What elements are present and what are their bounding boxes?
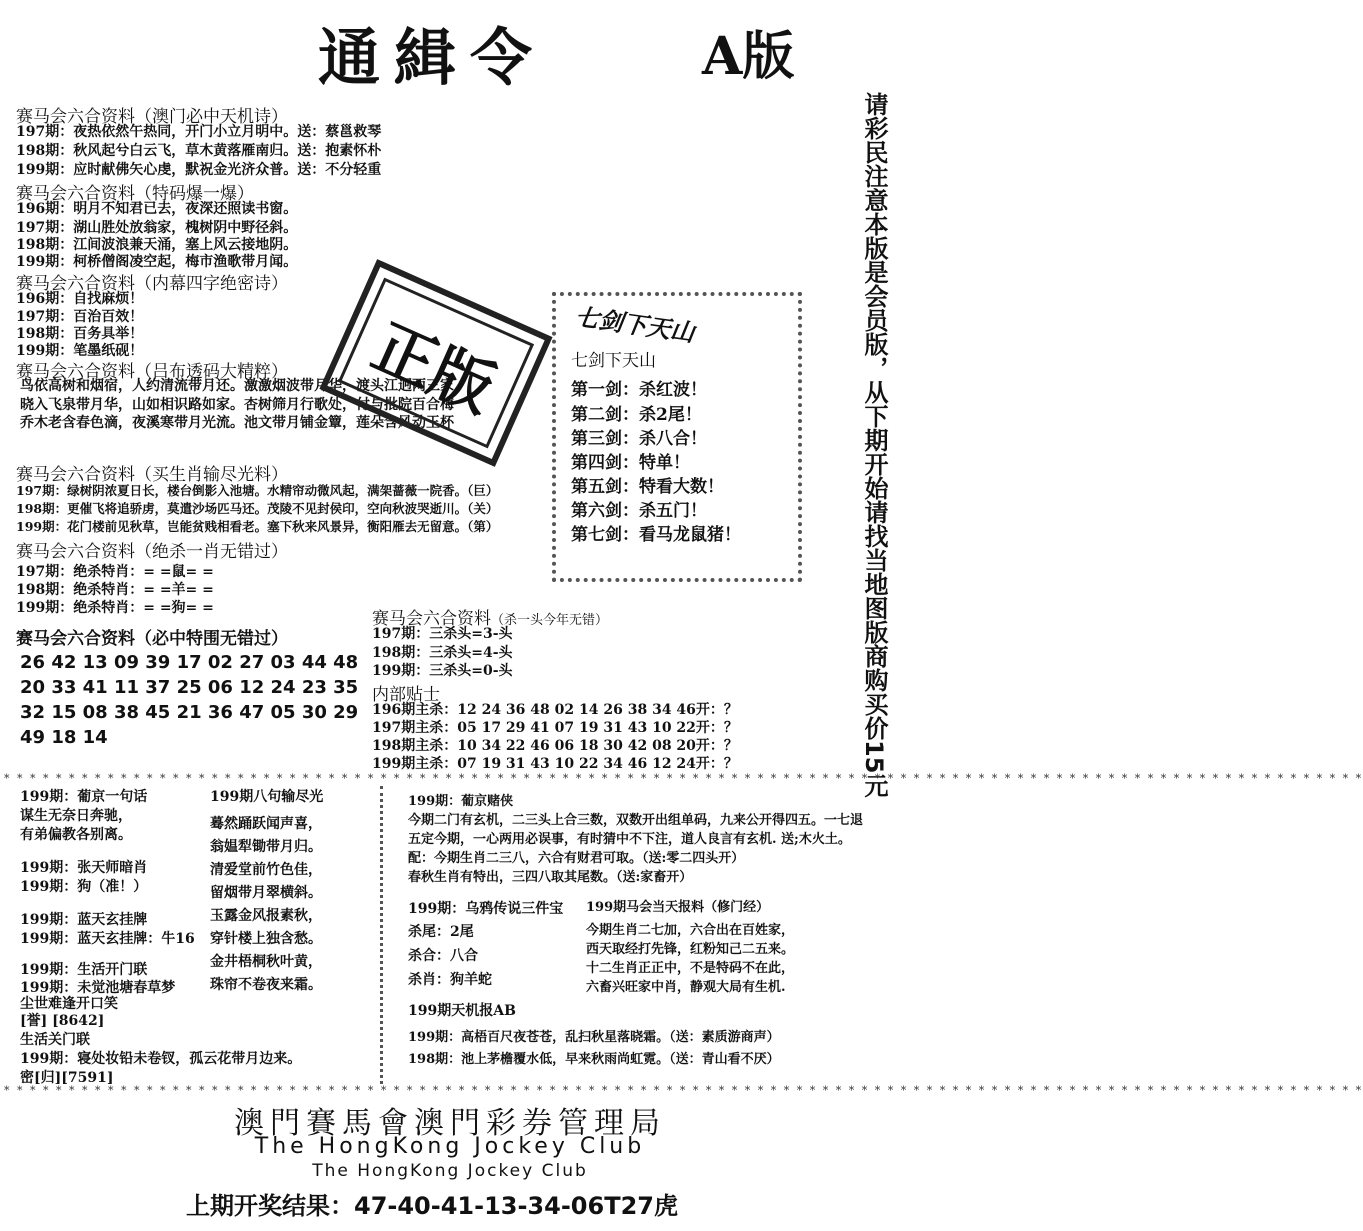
line: [誉] [8642] bbox=[20, 1013, 105, 1029]
section-title-insider-tips: 内部贴士 bbox=[372, 685, 440, 705]
line: 199期马会当天报料（修门经） bbox=[586, 900, 770, 915]
line: 198期主杀：10 34 22 46 06 18 30 42 08 20开：？ bbox=[372, 738, 738, 754]
bottom-right-block-3 bbox=[586, 898, 886, 997]
line: 199期：葡京一句话 bbox=[20, 789, 148, 805]
bottom-right-block-1 bbox=[408, 792, 888, 887]
bottom-right-block-4 bbox=[408, 1002, 888, 1071]
line: 199期：葡京赌侠 bbox=[408, 794, 514, 809]
line: 199期八句输尽光 bbox=[210, 789, 324, 805]
line: 密[归][7591] bbox=[20, 1070, 114, 1086]
number-row: 26 42 13 09 39 17 02 27 03 44 48 bbox=[20, 652, 359, 673]
line: 199期：高梧百尺夜苍苍，乱扫秋星落晓霜。（送：素质游商声） bbox=[408, 1030, 780, 1045]
section-title-zodiac-lose: 赛马会六合资料（买生肖输尽光料） bbox=[16, 465, 288, 485]
line: 199期：乌鸦传说三件宝 bbox=[408, 901, 564, 917]
line: 199期主杀：07 19 31 43 10 22 34 46 12 24开：？ bbox=[372, 756, 738, 772]
line: 有弟偏教各别离。 bbox=[20, 827, 132, 843]
star-divider: * * * * * * * * * * * * * * * * * * * * * * * * * * * * * * * * * * * * * * * * * * * * * * * * * * * * * * * * * * * * * * * * * * * * * * * * * * * * * * * * * * * * * * * * * * * * * * * * * * * * * * * * * bbox=[4, 772, 1363, 785]
line: 199期：狗（准！） bbox=[20, 879, 148, 895]
organization-name: 澳門賽馬會澳門彩券管理局 bbox=[234, 1106, 666, 1141]
line: 留烟带月翠横斜。 bbox=[210, 885, 322, 901]
star-divider: * * * * * * * * * * * * * * * * * * * * * * * * * * * * * * * * * * * * * * * * * * * * * * * * * * * * * * * * * * * * * * * * * * * * * * * * * * * * * * * * * * * * * * * * * * * * * * * * * * * * * * * * * bbox=[4, 1084, 1363, 1097]
line: 198期：三杀头=4-头 bbox=[372, 645, 513, 661]
section-title-special-range: 赛马会六合资料（必中特围无错过） bbox=[16, 629, 288, 649]
bottom-mid-column bbox=[210, 788, 370, 997]
line: 196期：明月不知君已去，夜深还照读书窗。 bbox=[16, 201, 298, 217]
line: 199期：三杀头=0-头 bbox=[372, 663, 513, 679]
line: 198期：百务具举！ bbox=[16, 326, 144, 342]
line: 199期：未觉池塘春草梦 bbox=[20, 980, 176, 996]
sword-item: 第三剑：杀八合！ bbox=[571, 429, 707, 449]
line: 谋生无奈日奔驰， bbox=[20, 808, 132, 824]
line: 西天取经打先锋，红粉知己二五来。 bbox=[586, 942, 795, 957]
number-row: 20 33 41 11 37 25 06 12 24 23 35 bbox=[20, 677, 359, 698]
line: 今期生肖二七加，六合出在百姓家， bbox=[586, 923, 795, 938]
number-grid bbox=[20, 650, 358, 750]
line: 鸟依高树和烟宿，人约清流带月还。激激烟波带月华，渡头江迥两三家 bbox=[20, 378, 454, 394]
line: 今期二门有玄机，二三头上合三数，双数开出组单码，九来公开得四五。一七退 bbox=[408, 813, 864, 828]
line: 196期主杀：12 24 36 48 02 14 26 38 34 46开：？ bbox=[372, 702, 738, 718]
bottom-right-block-2 bbox=[408, 898, 578, 992]
section-title-main: 赛马会六合资料 bbox=[372, 609, 491, 629]
section-title-four-char-poem: 赛马会六合资料（内幕四字绝密诗） bbox=[16, 274, 288, 294]
english-name-small: The HongKong Jockey Club bbox=[312, 1161, 588, 1181]
english-name: The HongKong Jockey Club bbox=[254, 1134, 646, 1159]
stamp-text: 正版 bbox=[338, 278, 534, 449]
line: 197期：湖山胜处放翁家，槐树阴中野径斜。 bbox=[16, 220, 298, 236]
sword-item: 第七剑：看马龙鼠猪！ bbox=[571, 525, 741, 545]
line: 199期：柯桥僧阁凌空起，梅市渔歌带月闻。 bbox=[16, 254, 298, 270]
line: 杀合：八合 bbox=[408, 948, 478, 964]
line: 197期主杀：05 17 29 41 07 19 31 43 10 22开：？ bbox=[372, 720, 738, 736]
seven-swords-subtitle: 七剑下天山 bbox=[571, 351, 656, 371]
line: 199期：绝杀特肖：= =狗= = bbox=[16, 600, 214, 616]
line: 翁媪犁锄带月归。 bbox=[210, 839, 322, 855]
line: 杀尾：2尾 bbox=[408, 924, 474, 940]
section-title-kill-one-zodiac: 赛马会六合资料（绝杀一肖无错过） bbox=[16, 542, 288, 562]
line: 197期：绿树阴浓夏日长，楼台倒影入池塘。水精帘动微风起，满架蔷薇一院香。（巨） bbox=[16, 483, 499, 498]
line: 199期天机报AB bbox=[408, 1003, 516, 1019]
line: 198期：绝杀特肖：= =羊= = bbox=[16, 582, 214, 598]
line: 五定今期，一心两用必误事，有时猜中不下注，道人良言有玄机. 送;木火土。 bbox=[408, 832, 851, 847]
line: 197期：夜热依然午热同，开门小立月明中。送：蔡邕救琴 bbox=[16, 124, 382, 140]
sword-item: 第五剑：特看大数！ bbox=[571, 477, 724, 497]
vertical-notice: 请彩民注意本版是会员版，从下期开始请找当地图版商购买价15元 bbox=[860, 92, 888, 798]
line: 穿针楼上独含愁。 bbox=[210, 931, 322, 947]
line: 199期：寝处妆铅未卷钗，孤云花带月边来。 bbox=[20, 1051, 302, 1067]
edition-label: A版 bbox=[702, 26, 795, 87]
sword-item: 第一剑：杀红波！ bbox=[571, 380, 707, 400]
line: 金井梧桐秋叶黄， bbox=[210, 954, 322, 970]
number-row: 32 15 08 38 45 21 36 47 05 30 29 bbox=[20, 702, 359, 723]
line: 198期：秋风起兮白云飞，草木黄落雁南归。送：抱素怀朴 bbox=[16, 143, 382, 159]
sword-item: 第六剑：杀五门！ bbox=[571, 501, 707, 521]
line: 197期：绝杀特肖：= =鼠= = bbox=[16, 564, 214, 580]
number-row: 49 18 14 bbox=[20, 727, 108, 748]
vertical-divider bbox=[380, 786, 389, 1084]
line: 晓入飞泉带月华，山如相识路如家。杏树筛月行歌处，付与批院百合梅 bbox=[20, 397, 454, 413]
line: 春秋生肖有特出，三四八取其尾数。（送:家畜开） bbox=[408, 870, 693, 885]
line: 珠帘不卷夜来霜。 bbox=[210, 977, 322, 993]
seven-swords-title: 七剑下天山 bbox=[573, 301, 697, 348]
line: 197期：百治百效！ bbox=[16, 309, 144, 325]
line: 玉露金风报素秋， bbox=[210, 908, 322, 924]
line: 清爱堂前竹色佳， bbox=[210, 862, 322, 878]
line: 杀肖：狗羊蛇 bbox=[408, 972, 492, 988]
sword-item: 第二剑：杀2尾！ bbox=[571, 405, 702, 425]
section-title-macau-poem: 赛马会六合资料（澳门必中天机诗） bbox=[16, 107, 288, 127]
line: 199期：张天师暗肖 bbox=[20, 860, 148, 876]
last-result: 上期开奖结果：47-40-41-13-34-06T27虎 bbox=[186, 1192, 678, 1220]
line: 六畜兴旺家中肖，静观大局有生机. bbox=[586, 980, 786, 995]
line: 198期：更催飞将追骄虏，莫遣沙场匹马还。茂陵不见封侯印，空向秋波哭逝川。（关） bbox=[16, 501, 499, 516]
line: 199期：花门楼前见秋草，岂能贫贱相看老。塞下秋来风景异，衡阳雁去无留意。（第） bbox=[16, 519, 499, 534]
section-title-sub: （杀一头今年无错） bbox=[491, 613, 609, 628]
genuine-stamp bbox=[319, 259, 552, 467]
page-title: 通緝令 bbox=[318, 21, 547, 94]
line: 199期：笔墨纸砚！ bbox=[16, 343, 144, 359]
line: 生活关门联 bbox=[20, 1032, 90, 1048]
line: 199期：生活开门联 bbox=[20, 962, 148, 978]
line: 199期：蓝天玄挂牌：牛16 bbox=[20, 931, 195, 947]
line: 配：今期生肖二三八，六合有财君可取。（送:零二四头开） bbox=[408, 851, 745, 866]
line: 199期：应时献佛矢心虔，默祝金光济众普。送：不分轻重 bbox=[16, 162, 382, 178]
section-title-lubu: 赛马会六合资料（吕布透码大精粹） bbox=[16, 362, 288, 382]
line: 十二生肖正正中，不是特码不在此， bbox=[586, 961, 795, 976]
line: 197期：三杀头=3-头 bbox=[372, 626, 513, 642]
line: 蓦然踊跃闻声喜， bbox=[210, 816, 322, 832]
line: 196期：自找麻烦！ bbox=[16, 291, 144, 307]
line: 198期：江间波浪兼天涌，塞上风云接地阴。 bbox=[16, 237, 298, 253]
line: 乔木老含春色滴，夜溪寒带月光流。池文带月铺金簟，莲朵含风动玉杯 bbox=[20, 415, 454, 431]
line: 198期：池上茅檐覆水低，早来秋雨尚虹霓。（送：青山看不厌） bbox=[408, 1052, 780, 1067]
line: 199期：蓝天玄挂牌 bbox=[20, 912, 148, 928]
section-title-special-burst: 赛马会六合资料（特码爆一爆） bbox=[16, 184, 254, 204]
sword-item: 第四剑：特单！ bbox=[571, 453, 690, 473]
line: 尘世难逢开口笑 bbox=[20, 996, 118, 1012]
